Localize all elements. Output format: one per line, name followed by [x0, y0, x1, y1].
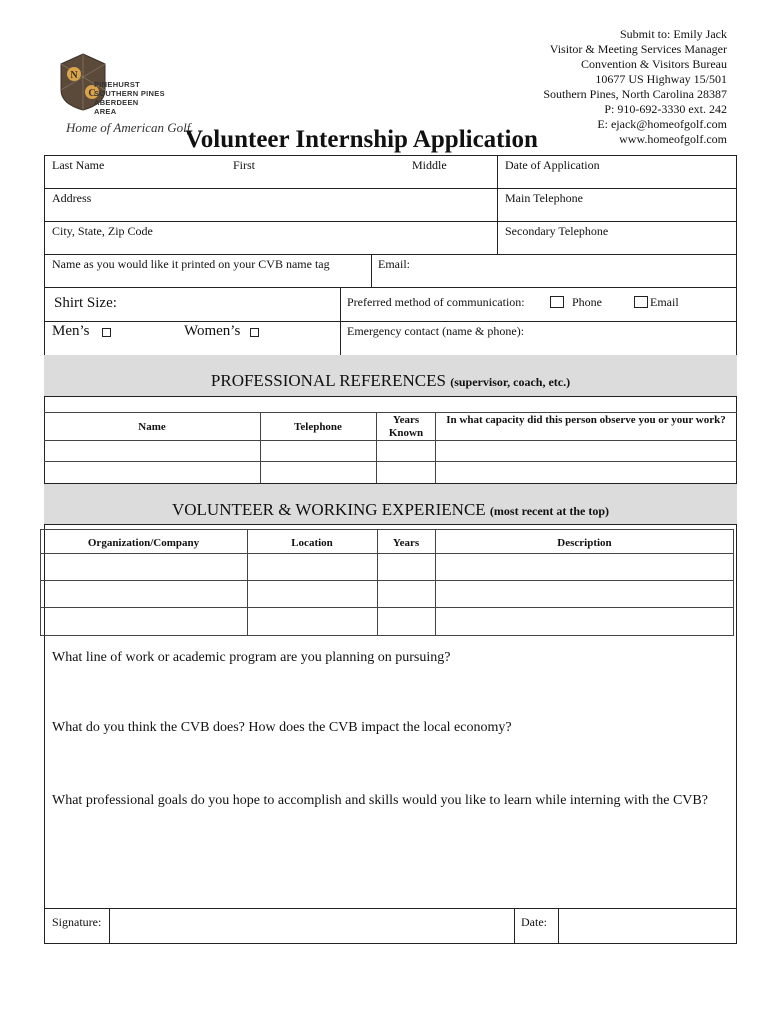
submit-line: Southern Pines, North Carolina 28387 [543, 87, 727, 101]
experience-heading-note: (most recent at the top) [489, 504, 609, 518]
email-checkbox[interactable] [634, 296, 648, 308]
secondary-telephone-field[interactable]: Secondary Telephone [505, 224, 609, 238]
logo-letter-c: C [88, 88, 96, 99]
tagline: Home of American Golf [66, 120, 191, 135]
question-goals: What professional goals do you hope to accomplish and skills would you like to learn while interning with the CVB? [52, 793, 708, 808]
shirt-size-label: Shirt Size: [54, 295, 117, 311]
logo-text-line: PINEHURST [94, 80, 141, 89]
exp-col-description: Description [557, 537, 612, 549]
logo-text-line: AREA [94, 107, 117, 116]
page-title: Volunteer Internship Application [185, 126, 538, 153]
submit-line: www.homeofgolf.com [619, 132, 727, 146]
ref-col-years-known: Years Known [388, 414, 424, 439]
logo-letter-n: N [70, 70, 78, 81]
logo-text-line: ABERDEEN [94, 98, 139, 107]
references-heading-note: (supervisor, coach, etc.) [450, 375, 571, 389]
submit-line: Convention & Visitors Bureau [580, 57, 727, 71]
mens-size-label: Men’s [52, 323, 90, 339]
address-field[interactable]: Address [52, 191, 92, 205]
phone-checkbox[interactable] [550, 296, 564, 308]
mens-checkbox[interactable] [102, 328, 111, 337]
question-career: What line of work or academic program are you planning on pursuing? [52, 650, 451, 665]
last-name-field[interactable]: Last Name [52, 158, 105, 172]
submit-line: P: 910-692-3330 ext. 242 [604, 102, 727, 116]
question-cvb-impact: What do you think the CVB does? How does the CVB impact the local economy? [52, 720, 512, 735]
womens-checkbox[interactable] [250, 328, 259, 337]
ref-col-telephone: Telephone [294, 421, 342, 433]
email-field[interactable]: Email: [378, 257, 410, 271]
signature-field[interactable] [111, 910, 513, 942]
date-of-application-field[interactable]: Date of Application [505, 158, 600, 172]
preferred-method-label: Preferred method of communication: [347, 295, 525, 309]
logo-text-line: SOUTHERN PINES [94, 89, 165, 98]
ref-col-name: Name [138, 421, 166, 433]
date-field[interactable] [560, 910, 735, 942]
first-name-field[interactable]: First [233, 158, 256, 172]
phone-option-label: Phone [572, 295, 602, 309]
city-state-zip-field[interactable]: City, State, Zip Code [52, 224, 153, 238]
exp-col-organization: Organization/Company [87, 537, 200, 549]
submit-line: 10677 US Highway 15/501 [595, 72, 727, 86]
submit-line: Submit to: Emily Jack [620, 27, 727, 41]
references-header [44, 355, 737, 397]
experience-header [44, 483, 737, 525]
submit-to-block [543, 27, 727, 147]
name-tag-field[interactable]: Name as you would like it printed on your CVB name tag [52, 257, 330, 271]
signature-label: Signature: [52, 915, 102, 929]
exp-col-location: Location [291, 537, 333, 549]
exp-col-years: Years [392, 537, 420, 549]
submit-line: E: ejack@homeofgolf.com [597, 117, 727, 131]
womens-size-label: Women’s [184, 323, 241, 339]
references-heading: PROFESSIONAL REFERENCES [210, 371, 446, 390]
experience-heading: VOLUNTEER & WORKING EXPERIENCE [171, 500, 486, 519]
middle-name-field[interactable]: Middle [412, 158, 447, 172]
ref-col-capacity: In what capacity did this person observe you or your work? [446, 414, 726, 426]
date-label: Date: [521, 915, 547, 929]
emergency-contact-field[interactable]: Emergency contact (name & phone): [347, 324, 525, 338]
submit-line: Visitor & Meeting Services Manager [549, 42, 727, 56]
main-telephone-field[interactable]: Main Telephone [505, 191, 583, 205]
email-option-label: Email [650, 295, 679, 309]
